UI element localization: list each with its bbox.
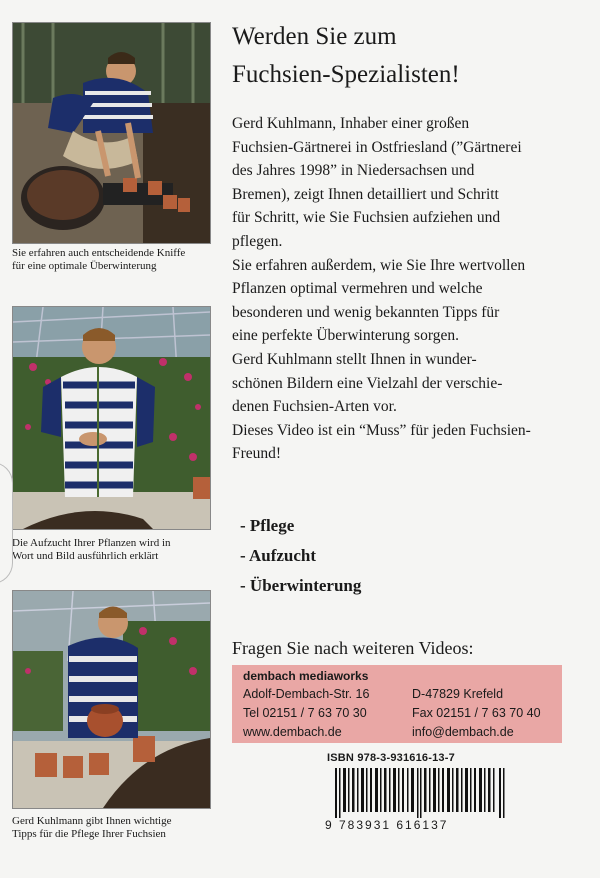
caption-top-line: Sie erfahren auch entscheidende Kniffe <box>12 247 186 259</box>
caption-middle <box>12 537 217 563</box>
body-line: Gerd Kuhlmann stellt Ihnen in wunder- <box>232 350 477 368</box>
photo-bottom <box>12 590 211 809</box>
body-text <box>232 112 592 466</box>
body-line: Freund! <box>232 445 282 463</box>
contact-city: D-47829 Krefeld <box>412 687 504 701</box>
body-line: schönen Bildern eine Vielzahl der verschie- <box>232 374 503 392</box>
photo-middle <box>12 306 211 530</box>
photo-middle-image <box>13 307 210 529</box>
body-line: besonderen und wenig bekannten Tipps für <box>232 303 500 321</box>
topic-item-aufzucht: - Aufzucht <box>240 546 317 565</box>
caption-middle-line: Wort und Bild ausführlich erklärt <box>12 550 159 562</box>
caption-bottom-line: Tipps für die Pflege Ihrer Fuchsien <box>12 828 166 840</box>
photo-top <box>12 22 211 244</box>
headline-line: Werden Sie zum <box>232 23 397 50</box>
topic-item-pflege: - Pflege <box>240 516 295 535</box>
body-line: Gerd Kuhlmann, Inhaber einer großen <box>232 115 470 132</box>
body-line: Bremen), zeigt Ihnen detailliert und Schritt <box>232 185 499 203</box>
topic-item-ueberwinterung: - Überwinterung <box>240 576 362 595</box>
body-line: Pflanzen optimal vermehren und welche <box>232 280 483 298</box>
barcode-digits: 9 783931 616137 <box>325 818 449 832</box>
disc-edge-decoration <box>0 462 13 584</box>
contact-box <box>232 665 562 743</box>
body-line: pflegen. <box>232 232 283 250</box>
caption-top-line: für eine optimale Überwinterung <box>12 260 157 272</box>
body-line: Dieses Video ist ein “Muss” für jeden Fuchsien- <box>232 421 531 439</box>
contact-email: info@dembach.de <box>412 725 514 739</box>
body-line: für Schritt, wie Sie Fuchsien aufziehen und <box>232 209 501 227</box>
company-name: dembach mediaworks <box>243 669 369 683</box>
barcode <box>335 768 505 818</box>
caption-bottom-line: Gerd Kuhlmann gibt Ihnen wichtige <box>12 815 172 827</box>
caption-middle-line: Die Aufzucht Ihrer Pflanzen wird in <box>12 537 171 549</box>
body-line: Fuchsien-Gärtnerei in Ostfriesland (”Gärtnerei <box>232 138 522 156</box>
caption-top <box>12 247 217 273</box>
body-line: Sie erfahren außerdem, wie Sie Ihre wertvollen <box>232 256 526 274</box>
contact-street: Adolf-Dembach-Str. 16 <box>243 687 370 701</box>
headline-line: Fuchsien-Spezialisten! <box>232 61 460 88</box>
body-line: des Jahres 1998” in Niedersachsen und <box>232 162 475 180</box>
body-line: eine perfekte Überwinterung sorgen. <box>232 327 459 345</box>
contact-fax: Fax 02151 / 7 63 70 40 <box>412 706 541 720</box>
barcode-bars <box>335 768 505 818</box>
photo-top-image <box>13 23 210 243</box>
isbn-label: ISBN 978-3-931616-13-7 <box>327 752 455 764</box>
topic-list <box>240 511 361 601</box>
caption-bottom <box>12 815 217 841</box>
more-videos-heading: Fragen Sie nach weiteren Videos: <box>232 638 474 658</box>
photo-bottom-image <box>13 591 210 808</box>
body-line: denen Fuchsien-Arten vor. <box>232 398 397 416</box>
headline <box>232 18 582 94</box>
contact-web: www.dembach.de <box>243 725 342 739</box>
contact-tel: Tel 02151 / 7 63 70 30 <box>243 706 367 720</box>
